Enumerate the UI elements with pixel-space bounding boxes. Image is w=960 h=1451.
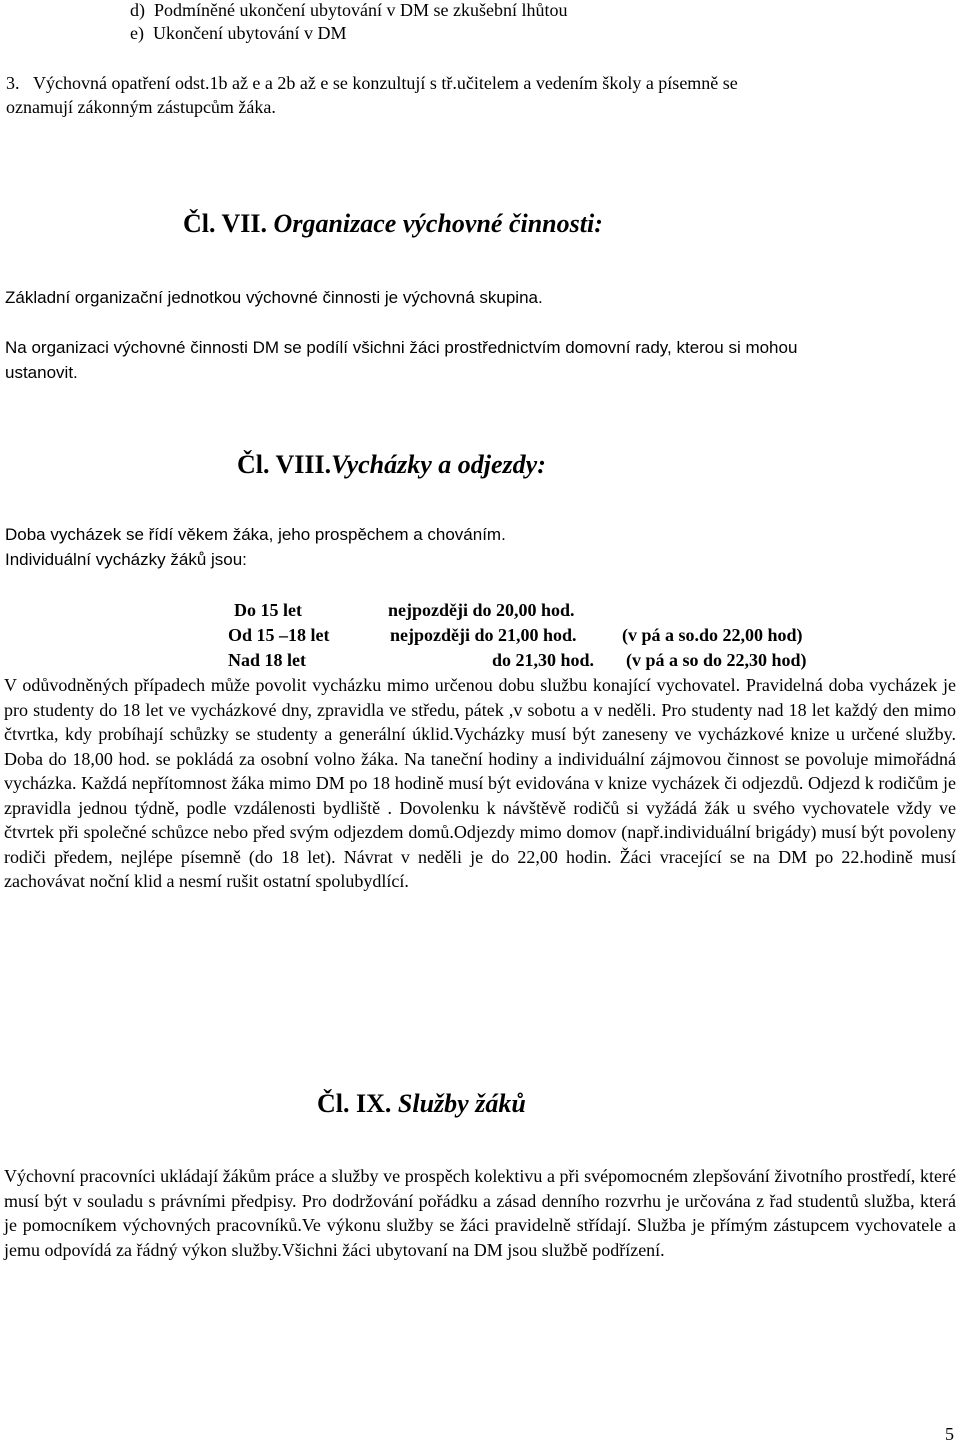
article-9-number: Čl. IX.	[317, 1089, 392, 1118]
list-item-d: d) Podmíněné ukončení ubytování v DM se zkušební lhůtou	[130, 0, 568, 20]
curfew-row-2-age: Od 15 –18 let	[228, 625, 330, 645]
curfew-row-2-time: nejpozději do 21,00 hod.	[390, 625, 577, 645]
article-8-paragraph-1: Doba vycházek se řídí věkem žáka, jeho prospěchem a chováním.	[5, 525, 506, 544]
article-9-title: Služby žáků	[397, 1089, 526, 1118]
curfew-row-1-time: nejpozději do 20,00 hod.	[388, 600, 575, 620]
curfew-row-1-age: Do 15 let	[234, 600, 302, 620]
article-8-heading	[237, 450, 546, 480]
article-8-paragraph-2: Individuální vycházky žáků jsou:	[5, 550, 247, 569]
article-8-title: Vycházky a odjezdy:	[331, 450, 546, 479]
curfew-row-3-note: (v pá a so do 22,30 hod)	[626, 650, 807, 670]
point-3-line-1: 3. Výchovná opatření odst.1b až e a 2b až e se konzultují s tř.učitelem a vedením školy a písemně se	[6, 73, 738, 93]
article-8-body: V odůvodněných případech může povolit vycházku mimo určenou dobu službu konající vychovatel. Pravidelná doba vycházek je pro studenty do 18 let ve vycházkové dny, zpravidla ve středu, pátek ,v sobotu a v neděli. Pro studenty nad 18 let každý den mimo čtvrtka, kdy probíhají schůzky se studenty a generální úklid.Vycházky musí být zaneseny ve vycházkové knize u určené služby. Doba do 18,00 hod. se pokládá za osobní volno žáka. Na taneční hodiny a individuální zájmovou činnost se povoluje mimořádná vycházka. Každá nepřítomnost žáka mimo DM po 18 hodině musí být evidována v knize vycházek či odjezdů. Odjezd k rodičům je zpravidla jednou týdně, podle vzdálenosti bydliště . Dovolenku k návštěvě rodičů si vyžádá žák u svého vychovatele vždy ve čtvrtek při společné schůzce nebo před svým odjezdem domů.Odjezdy mimo domov (např.individuální brigády) musí být povoleny rodiči předem, nejlépe písemně (do 18 let). Návrat v neděli je do 22,00 hodin. Žáci vracející se na DM po 22.hodině musí zachovávat noční klid a nesmí rušit ostatní spolubydlící.	[4, 675, 956, 891]
point-3-line-2: oznamují zákonným zástupcům žáka.	[6, 97, 276, 117]
article-7-paragraph-2-line-1: Na organizaci výchovné činnosti DM se podílí všichni žáci prostřednictvím domovní rady, kterou si mohou	[5, 338, 798, 357]
curfew-row-2-note: (v pá a so.do 22,00 hod)	[622, 625, 803, 645]
article-7-paragraph-1: Základní organizační jednotkou výchovné činnosti je výchovná skupina.	[5, 288, 543, 307]
article-8-number: Čl. VIII.	[237, 450, 332, 479]
article-7-number: Čl. VII.	[183, 209, 268, 238]
article-9-heading	[317, 1089, 526, 1119]
article-7-heading	[183, 209, 603, 239]
article-9-body: Výchovní pracovníci ukládají žákům práce a služby ve prospěch kolektivu a při svépomocném zlepšování životního prostředí, které musí být v souladu s právními předpisy. Pro dodržování pořádku a zásad denního rozvrhu je určována z řad studentů služba, která je pomocníkem výchovných pracovníků.Ve výkonu služby se žáci pravidelně střídají. Služba je přímým zástupcem vychovatele a jemu odpovídá za řádný výkon služby.Všichni žáci ubytovaní na DM jsou službě podřízení.	[4, 1166, 956, 1260]
article-7-title: Organizace výchovné činnosti:	[273, 209, 603, 238]
article-7-paragraph-2-line-2: ustanovit.	[5, 363, 78, 382]
list-item-e: e) Ukončení ubytování v DM	[130, 23, 347, 43]
curfew-row-3-age: Nad 18 let	[228, 650, 306, 670]
curfew-row-3-time: do 21,30 hod.	[492, 650, 595, 670]
page-number: 5	[945, 1424, 954, 1444]
